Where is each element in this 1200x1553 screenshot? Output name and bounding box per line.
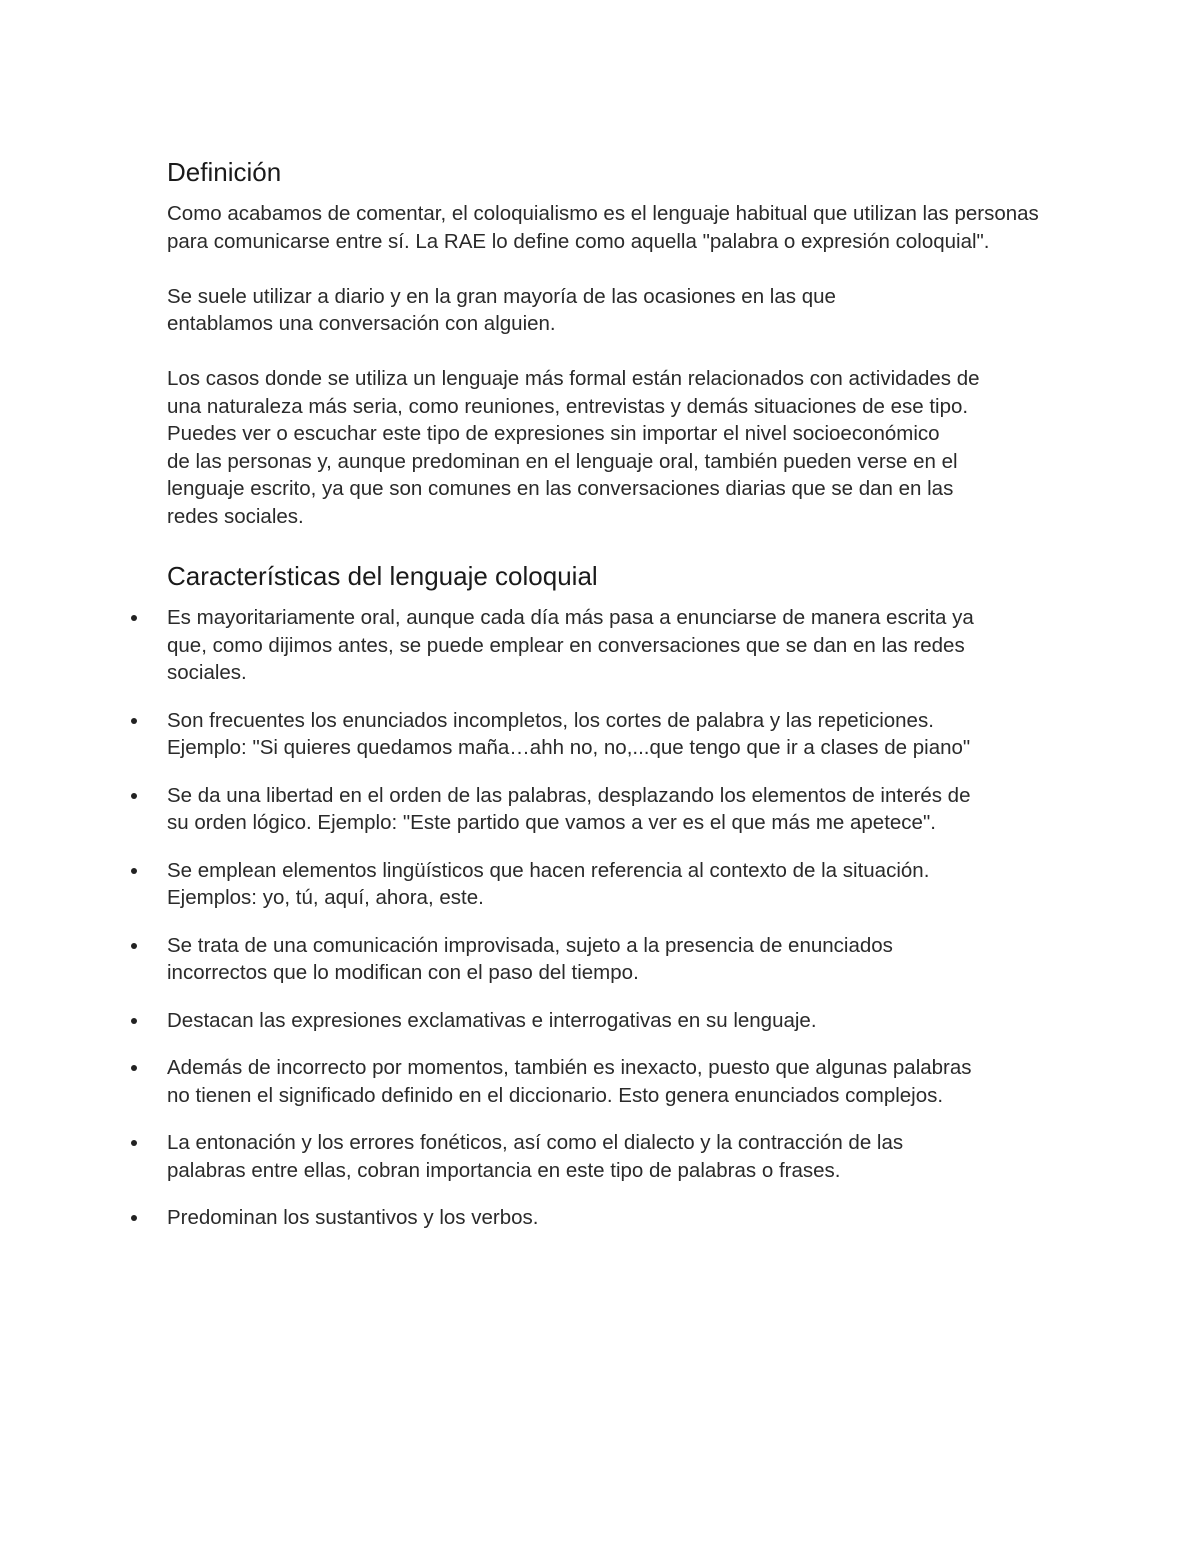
paragraph-4: Puedes ver o escuchar este tipo de expresiones sin importar el nivel socioeconómico de las personas y, aunque predominan en el lenguaje oral, también pueden verse en el lenguaje escrito, ya que son comunes en las conversaciones diarias que se dan en las redes sociales. [167,422,958,528]
list-item-text: Son frecuentes los enunciados incompletos, los cortes de palabra y las repeticiones. Ejemplo: "Si quieres quedamos maña…ahh no, no,...que tengo que ir a clases de piano" [167,708,971,759]
bullet-icon [131,793,137,799]
bullet-icon [131,1140,137,1146]
bullet-icon [131,1215,137,1221]
list-item [167,1129,1047,1184]
list-item [167,1204,1047,1232]
list-item-text: Se trata de una comunicación improvisada, sujeto a la presencia de enunciados incorrectos que lo modifican con el paso del tiempo. [167,933,893,984]
list-item [167,932,1047,987]
bullet-icon [131,615,137,621]
list-item [167,857,1047,912]
list-item [167,782,1047,837]
paragraph-3: Los casos donde se utiliza un lenguaje más formal están relacionados con actividades de una naturaleza más seria, como reuniones, entrevistas y demás situaciones de ese tipo. [167,367,980,418]
heading-definicion: Definición [167,157,282,187]
list-item-text: Destacan las expresiones exclamativas e interrogativas en su lenguaje. [167,1008,817,1032]
bullet-icon [131,868,137,874]
bullet-icon [131,1018,137,1024]
list-item-text: Además de incorrecto por momentos, también es inexacto, puesto que algunas palabras no tienen el significado definido en el diccionario. Esto genera enunciados complejos. [167,1056,972,1107]
heading-caracteristicas: Características del lenguaje coloquial [167,561,598,591]
list-item-text: Se da una libertad en el orden de las palabras, desplazando los elementos de interés de su orden lógico. Ejemplo: "Este partido que vamos a ver es el que más me apetece". [167,783,971,834]
list-item [167,1054,1047,1109]
list-item [167,604,1047,687]
paragraph-2: Se suele utilizar a diario y en la gran mayoría de las ocasiones en las que entablamos una conversación con alguien. [167,284,836,335]
list-item-text: Se emplean elementos lingüísticos que hacen referencia al contexto de la situación. Ejemplos: yo, tú, aquí, ahora, este. [167,858,930,909]
document-content [167,152,1047,1252]
list-item-text: La entonación y los errores fonéticos, así como el dialecto y la contracción de las palabras entre ellas, cobran importancia en este tipo de palabras o frases. [167,1131,904,1182]
list-item [167,707,1047,762]
caracteristicas-list [167,604,1047,1232]
list-item-text: Predominan los sustantivos y los verbos. [167,1206,539,1229]
paragraph-1: Como acabamos de comentar, el coloquialismo es el lenguaje habitual que utilizan las personas para comunicarse entre sí. La RAE lo define como aquella "palabra o expresión coloquial". [167,202,1039,253]
bullet-icon [131,1065,137,1071]
bullet-icon [131,943,137,949]
list-item [167,1007,1047,1035]
list-item-text: Es mayoritariamente oral, aunque cada día más pasa a enunciarse de manera escrita ya que, como dijimos antes, se puede emplear en conversaciones que se dan en las redes sociales. [167,606,974,684]
bullet-icon [131,718,137,724]
